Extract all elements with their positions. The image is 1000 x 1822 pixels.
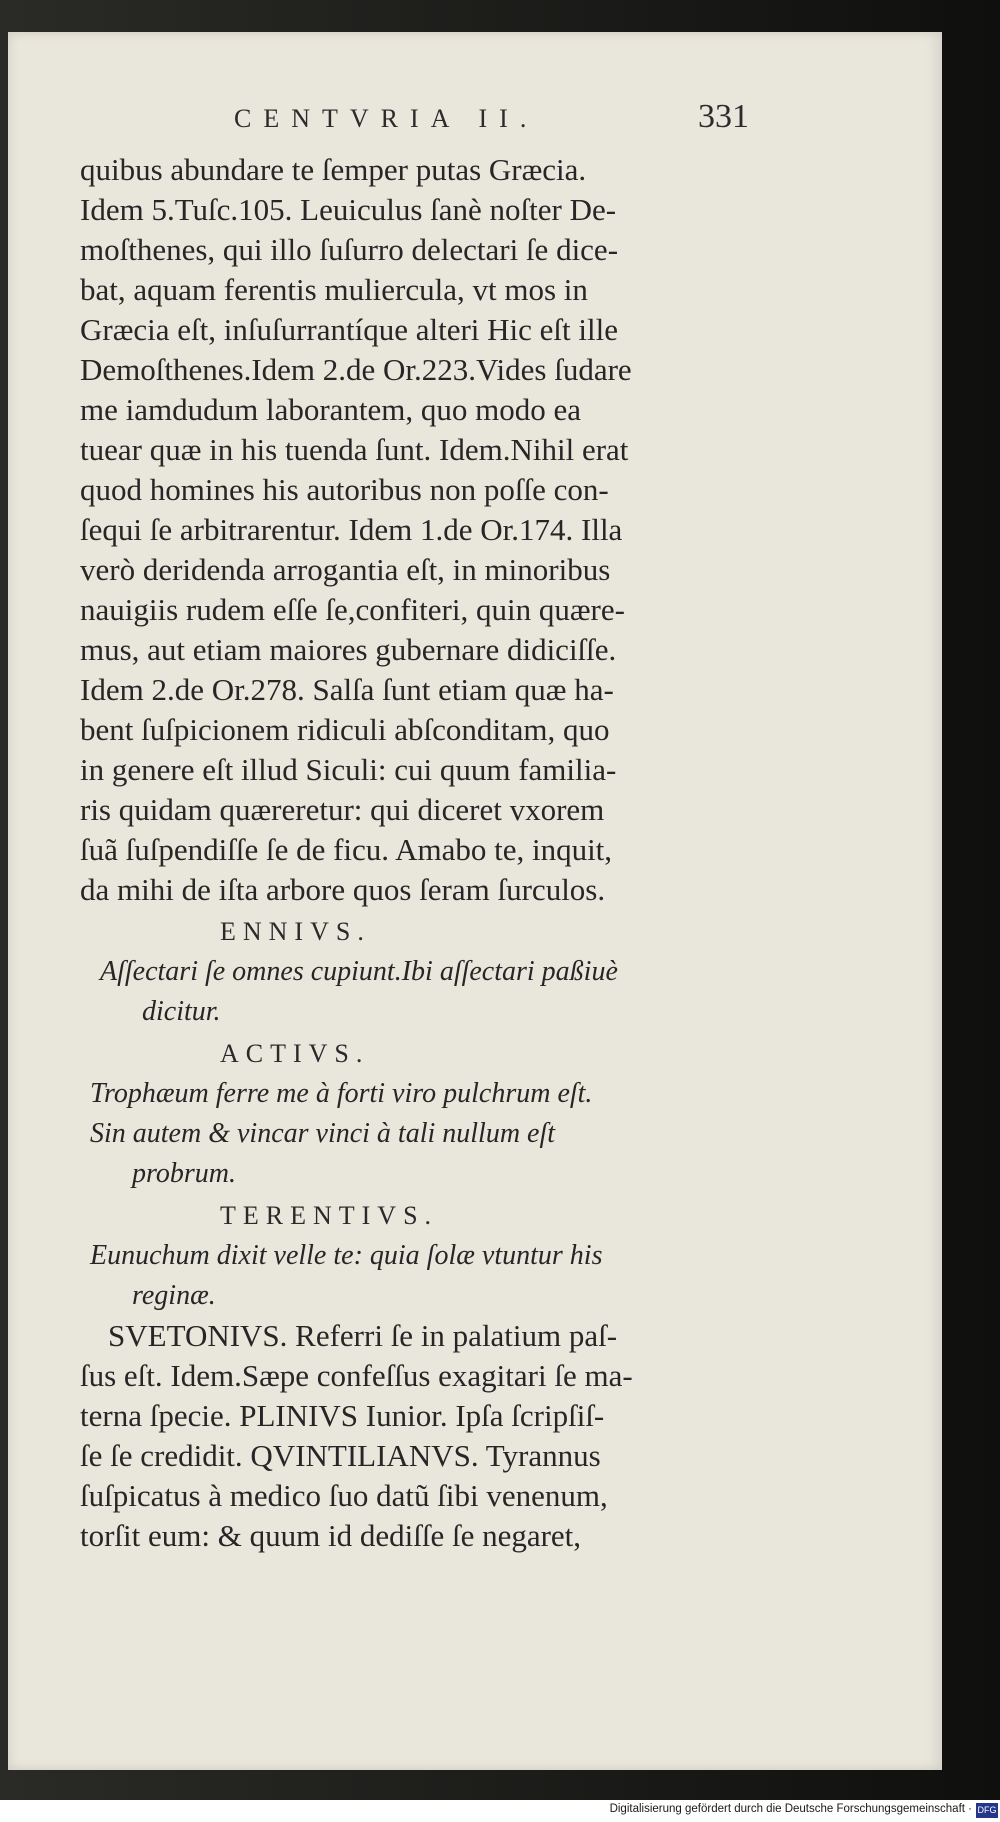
text-line: torſit eum: & quum id dediſſe ſe negaret, <box>80 1518 582 1553</box>
text-line: ſe ſe credidit. QVINTILIANVS. Tyrannus <box>80 1438 601 1473</box>
page-number: 331 <box>698 98 749 135</box>
author-heading-terentius: TERENTIVS. <box>220 1201 439 1230</box>
quote-line: Sin autem & vincar vinci à tali nullum eſt <box>90 1118 556 1149</box>
text-line: verò deridenda arrogantia eſt, in minoribus <box>80 552 611 587</box>
text-block <box>80 150 750 1556</box>
author-heading-actius: ACTIVS. <box>220 1039 370 1068</box>
text-line: in genere eſt illud Siculi: cui quum familia- <box>80 752 617 787</box>
text-line: SVETONIVS. Referri ſe in palatium paſ- <box>108 1318 618 1353</box>
text-line: quibus abundare te ſemper putas Græcia. <box>80 152 587 187</box>
text-line: moſthenes, qui illo ſuſurro delectari ſe dice- <box>80 232 619 267</box>
footer-bar <box>0 1800 1000 1822</box>
quote-line: Aſſectari ſe omnes cupiunt.Ibi aſſectari paßiuè <box>100 956 618 987</box>
text-line: ſuſpicatus à medico ſuo datũ ſibi venenum, <box>80 1478 608 1513</box>
text-line: ſequi ſe arbitrarentur. Idem 1.de Or.174. Illa <box>80 512 623 547</box>
text-line: nauigiis rudem eſſe ſe,confiteri, quin quære- <box>80 592 625 627</box>
text-line: Græcia eſt, inſuſurrantíque alteri Hic eſt ille <box>80 312 619 347</box>
quote-line: probrum. <box>132 1158 236 1189</box>
dfg-logo: DFG <box>976 1803 998 1818</box>
book-page <box>8 32 942 1770</box>
text-line: ſus eſt. Idem.Sæpe confeſſus exagitari ſe ma- <box>80 1358 633 1393</box>
text-line: quod homines his autoribus non poſſe con- <box>80 472 609 507</box>
text-line: ris quidam quæreretur: qui diceret vxorem <box>80 792 605 827</box>
quote-line: reginæ. <box>132 1280 216 1311</box>
quote-line: Trophæum ferre me à forti viro pulchrum eſt. <box>90 1078 593 1109</box>
text-line: me iamdudum laborantem, quo modo ea <box>80 392 582 427</box>
page-header <box>8 98 942 144</box>
text-line: Idem 5.Tuſc.105. Leuiculus ſanè noſter De- <box>80 192 617 227</box>
text-line: mus, aut etiam maiores gubernare didiciſſe. <box>80 632 617 667</box>
text-line: Demoſthenes.Idem 2.de Or.223.Vides ſudare <box>80 352 632 387</box>
text-line: bent ſuſpicionem ridiculi abſconditam, quo <box>80 712 610 747</box>
text-line: terna ſpecie. PLINIVS Iunior. Ipſa ſcripſiſ- <box>80 1398 605 1433</box>
quote-line: dicitur. <box>142 996 221 1027</box>
text-line: da mihi de iſta arbore quos ſeram ſurculos. <box>80 872 606 907</box>
text-line: Idem 2.de Or.278. Salſa ſunt etiam quæ ha- <box>80 672 614 707</box>
text-line: bat, aquam ferentis muliercula, vt mos in <box>80 272 588 307</box>
text-line: tuear quæ in his tuenda ſunt. Idem.Nihil erat <box>80 432 629 467</box>
funding-credit: Digitalisierung gefördert durch die Deutsche Forschungsgemeinschaft · <box>609 1803 972 1815</box>
author-heading-ennius: ENNIVS. <box>220 917 371 946</box>
text-line: ſuã ſuſpendiſſe ſe de ficu. Amabo te, inquit, <box>80 832 613 867</box>
quote-line: Eunuchum dixit velle te: quia ſolæ vtuntur his <box>90 1240 603 1271</box>
running-head: CENTVRIA II. <box>234 104 539 133</box>
